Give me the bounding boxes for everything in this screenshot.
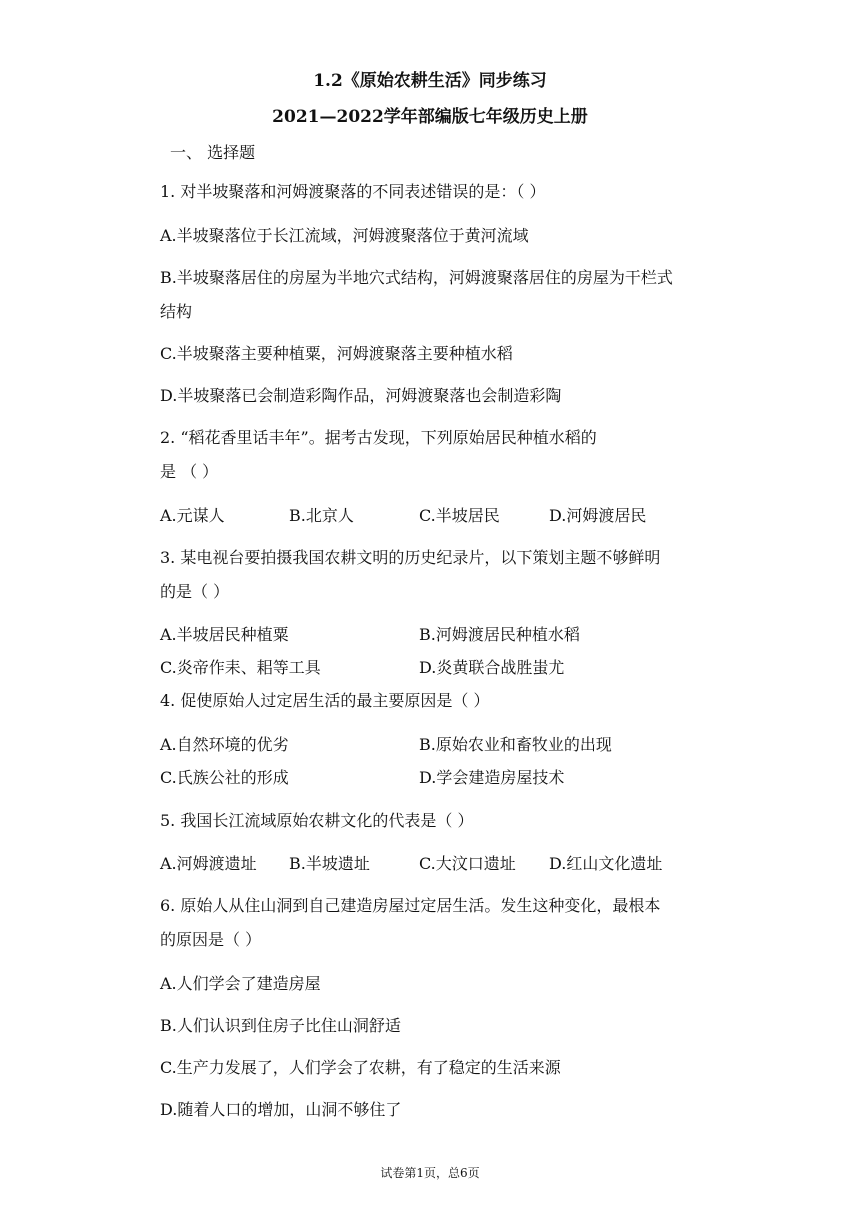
option-a: A.人们学会了建造房屋	[160, 974, 321, 993]
option-c: C.半坡居民	[419, 506, 500, 525]
option-d: D.半坡聚落已会制造彩陶作品，河姆渡聚落也会制造彩陶	[160, 386, 562, 405]
option-a: A.半坡居民种植粟	[160, 625, 289, 644]
option-c: C.半坡聚落主要种植粟，河姆渡聚落主要种植水稻	[160, 344, 513, 363]
option-a: A.元谋人	[160, 506, 225, 525]
question-stem: 2. “稻花香里话丰年”。据考古发现，下列原始居民种植水稻的	[160, 428, 597, 447]
option-b: B.人们认识到住房子比住山洞舒适	[160, 1016, 401, 1035]
question-stem-continued: 的是（ ）	[160, 582, 230, 601]
option-d: D.河姆渡居民	[549, 506, 647, 525]
document-title: 1.2《原始农耕生活》同步练习	[313, 71, 547, 91]
option-c: C.大汶口遗址	[419, 854, 516, 873]
option-d: D.随着人口的增加，山洞不够住了	[160, 1100, 402, 1119]
section-heading: 一、 选择题	[170, 143, 256, 162]
page-footer: 试卷第1页，总6页	[380, 1166, 480, 1180]
option-a: A.半坡聚落位于长江流域，河姆渡聚落位于黄河流域	[160, 226, 529, 245]
option-b: B.半坡聚落居住的房屋为半地穴式结构，河姆渡聚落居住的房屋为干栏式	[160, 268, 673, 287]
option-a: A.自然环境的优劣	[160, 735, 289, 754]
document-subtitle: 2021—2022学年部编版七年级历史上册	[272, 107, 588, 127]
option-b: B.河姆渡居民种植水稻	[419, 625, 580, 644]
option-b: B.半坡遗址	[289, 854, 370, 873]
question-stem-continued: 的原因是（ ）	[160, 930, 262, 949]
question-stem: 6. 原始人从住山洞到自己建造房屋过定居生活。发生这种变化，最根本	[160, 896, 661, 915]
question-stem-continued: 是 （ ）	[160, 462, 219, 481]
question-stem: 3. 某电视台要拍摄我国农耕文明的历史纪录片，以下策划主题不够鲜明	[160, 548, 661, 567]
question-stem: 5. 我国长江流域原始农耕文化的代表是（ ）	[160, 811, 474, 830]
option-c: C.炎帝作耒、耜等工具	[160, 658, 321, 677]
option-b-continued: 结构	[160, 302, 193, 321]
option-d: D.学会建造房屋技术	[419, 768, 565, 787]
option-c: C.生产力发展了，人们学会了农耕，有了稳定的生活来源	[160, 1058, 561, 1077]
option-d: D.红山文化遗址	[549, 854, 663, 873]
option-a: A.河姆渡遗址	[160, 854, 257, 873]
option-c: C.氏族公社的形成	[160, 768, 289, 787]
question-stem: 4. 促使原始人过定居生活的最主要原因是（ ）	[160, 691, 490, 710]
option-d: D.炎黄联合战胜蚩尤	[419, 658, 565, 677]
option-b: B.北京人	[289, 506, 354, 525]
question-stem: 1. 对半坡聚落和河姆渡聚落的不同表述错误的是：（ ）	[160, 182, 546, 201]
option-b: B.原始农业和畜牧业的出现	[419, 735, 612, 754]
